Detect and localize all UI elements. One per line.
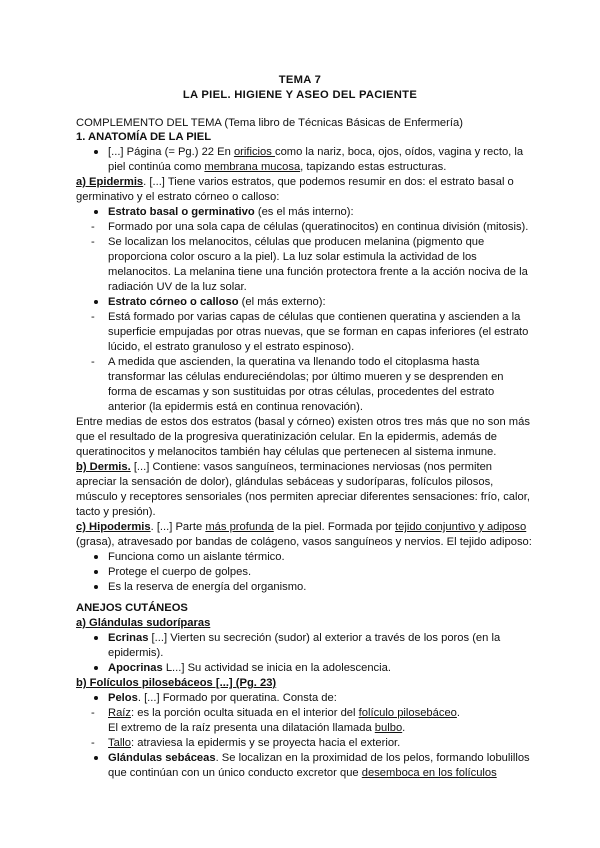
paragraph-line: Formado por una sola capa de células (queratinocitos) en continua división (mitosis).: [108, 221, 529, 233]
paragraph-line: A medida que ascienden, la queratina va llenando todo el citoplasma hasta: [108, 356, 480, 368]
subsection-heading-hipodermis: c) Hipodermis: [76, 521, 151, 533]
text: [...] Vierten su secreción (sudor) al exterior a través de los poros (en la: [148, 632, 501, 644]
tema-number: TEMA 7: [278, 74, 322, 86]
bold-term: Apocrinas: [108, 662, 163, 674]
paragraph-line: [76, 175, 514, 190]
text: de la piel. Formada por: [273, 521, 396, 533]
underlined-text: bulbo: [374, 722, 403, 734]
underlined-text: membrana mucosa: [204, 161, 301, 173]
section-heading-anatomia: 1. ANATOMÍA DE LA PIEL: [76, 131, 212, 143]
text: , tapizando estas estructuras.: [300, 161, 447, 173]
bullet-icon: [94, 756, 98, 760]
underlined-text: más profunda: [205, 521, 274, 533]
dash-marker: -: [91, 707, 95, 719]
paragraph-line: [108, 631, 500, 646]
text: : atraviesa la epidermis y se proyecta hacia el exterior.: [131, 737, 401, 749]
text: .: [402, 722, 406, 734]
text: piel continúa como: [108, 161, 205, 173]
paragraph-line: proporciona color oscuro a la piel). La luz solar estimula la actividad de los: [108, 251, 477, 263]
paragraph-line: apreciar la sensación de dolor), glándulas sebáceas y sudoríparas, folículos pilosos,: [76, 476, 494, 488]
subsection-heading-epidermis: a) Epidermis: [76, 176, 144, 188]
paragraph-line: [76, 520, 526, 535]
paragraph-line: transformar las células endureciéndolas; por último mueren y se desprenden en: [108, 371, 504, 383]
section-heading-anejos: ANEJOS CUTÁNEOS: [76, 602, 188, 614]
dash-marker: -: [91, 221, 95, 233]
paragraph-line: superficie empujadas por otras nuevas, que se forman en capas inferiores (el estrato: [108, 326, 529, 338]
bold-term: Ecrinas: [108, 632, 149, 644]
bullet-icon: [94, 150, 98, 154]
paragraph-line: [108, 766, 497, 781]
paragraph-line: [108, 691, 337, 706]
bullet-icon: [94, 636, 98, 640]
paragraph-line: radiación UV de la luz solar.: [108, 281, 247, 293]
text: . [...] Formado por queratina. Consta de:: [137, 692, 337, 704]
paragraph-line: (grasa), atravesado por bandas de colágeno, vasos sanguíneos y nervios. El tejido adiposo:: [76, 536, 532, 548]
paragraph-line: anterior (la epidermis está en continua renovación).: [108, 401, 363, 413]
paragraph-line: [108, 736, 400, 751]
paragraph-line: Está formado por varias capas de células que contienen queratina y ascienden a la: [108, 311, 521, 323]
bullet-icon: [94, 570, 98, 574]
list-item: Funciona como un aislante térmico.: [108, 551, 285, 563]
text: [...] Página (= Pg.) 22 En: [108, 146, 234, 158]
list-item: Es la reserva de energía del organismo.: [108, 581, 307, 593]
bullet-icon: [94, 585, 98, 589]
paragraph-line: [108, 295, 326, 310]
bold-term: Estrato córneo o calloso: [108, 296, 239, 308]
complement-line: COMPLEMENTO DEL TEMA (Tema libro de Técnicas Básicas de Enfermería): [76, 117, 463, 129]
paragraph-line: germinativo y el estrato córneo o calloso:: [76, 191, 280, 203]
paragraph-line: tacto y presión).: [76, 506, 156, 518]
bullet-icon: [94, 666, 98, 670]
underlined-text: Tallo: [108, 737, 132, 749]
text: . [...] Tiene varios estratos, que podemos resumir en dos: el estrato basal o: [143, 176, 514, 188]
text: (el más externo):: [238, 296, 326, 308]
dash-marker: -: [91, 311, 95, 323]
paragraph-line: [76, 460, 492, 475]
bullet-icon: [94, 300, 98, 304]
underlined-text: desemboca en los folículos: [361, 767, 497, 779]
bold-term: Estrato basal o germinativo: [108, 206, 255, 218]
paragraph-line: queratinocitos y melanocitos también hay células que pertenecen al sistema inmune.: [76, 446, 497, 458]
text: . Se localizan en la proximidad de los pelos, formando lobulillos: [215, 752, 530, 764]
page-title: LA PIEL. HIGIENE Y ASEO DEL PACIENTE: [182, 89, 418, 101]
paragraph-line: [108, 751, 530, 766]
dash-marker: -: [91, 356, 95, 368]
text: (es el más interno):: [254, 206, 354, 218]
bullet-icon: [94, 555, 98, 559]
subsection-heading-dermis: b) Dermis.: [76, 461, 131, 473]
paragraph-line: que el resultado de la progresiva queratinización celular. En la epidermis, además de: [76, 431, 498, 443]
text: .: [456, 707, 461, 719]
subsection-heading-foliculos: b) Folículos pilosebáceos [...] (Pg. 23): [76, 677, 277, 689]
underlined-text: folículo pilosebáceo: [358, 707, 457, 719]
subsection-heading-sudoriparas: a) Glándulas sudoríparas: [76, 617, 211, 629]
underlined-text: Raíz: [108, 707, 132, 719]
text: [...] Contiene: vasos sanguíneos, terminaciones nerviosas (nos permiten: [130, 461, 493, 473]
text: como la nariz, boca, ojos, oídos, vagina y recto, la: [274, 146, 524, 158]
paragraph-line: [108, 661, 391, 676]
paragraph-line: [108, 145, 523, 160]
dash-marker: -: [91, 737, 95, 749]
text: : es la porción oculta situada en el interior del: [131, 707, 359, 719]
bullet-icon: [94, 696, 98, 700]
paragraph-line: [108, 721, 405, 736]
paragraph-line: [108, 160, 446, 175]
dash-marker: -: [91, 236, 95, 248]
paragraph-line: Entre medias de estos dos estratos (basal y córneo) existen otros tres más que no son más: [76, 416, 530, 428]
bold-term: Glándulas sebáceas: [108, 752, 216, 764]
underlined-text: tejido conjuntivo y adiposo: [395, 521, 527, 533]
paragraph-line: lúcido, el estrato granuloso y el estrato espinoso).: [108, 341, 355, 353]
paragraph-line: epidermis).: [108, 647, 164, 659]
text: que continúan con un único conducto excretor que: [108, 767, 362, 779]
text: . [...] Parte: [150, 521, 206, 533]
list-item: Protege el cuerpo de golpes.: [108, 566, 252, 578]
paragraph-line: Se localizan los melanocitos, células que producen melanina (pigmento que: [108, 236, 485, 248]
paragraph-line: forma de escamas y son sustituidas por otras células, procedentes del estrato: [108, 386, 495, 398]
text: L...] Su actividad se inicia en la adolescencia.: [162, 662, 391, 674]
bullet-icon: [94, 210, 98, 214]
paragraph-line: [108, 706, 460, 721]
underlined-text: orificios: [233, 146, 275, 158]
paragraph-line: melanocitos. La melanina tiene una función protectora frente a la acción nociva de la: [108, 266, 528, 278]
paragraph-line: [108, 205, 354, 220]
text: El extremo de la raíz presenta una dilatación llamada: [108, 722, 375, 734]
bold-term: Pelos: [108, 692, 138, 704]
paragraph-line: músculo y receptores sensoriales (nos permiten apreciar diferentes sensaciones: frío, calor,: [76, 491, 530, 503]
